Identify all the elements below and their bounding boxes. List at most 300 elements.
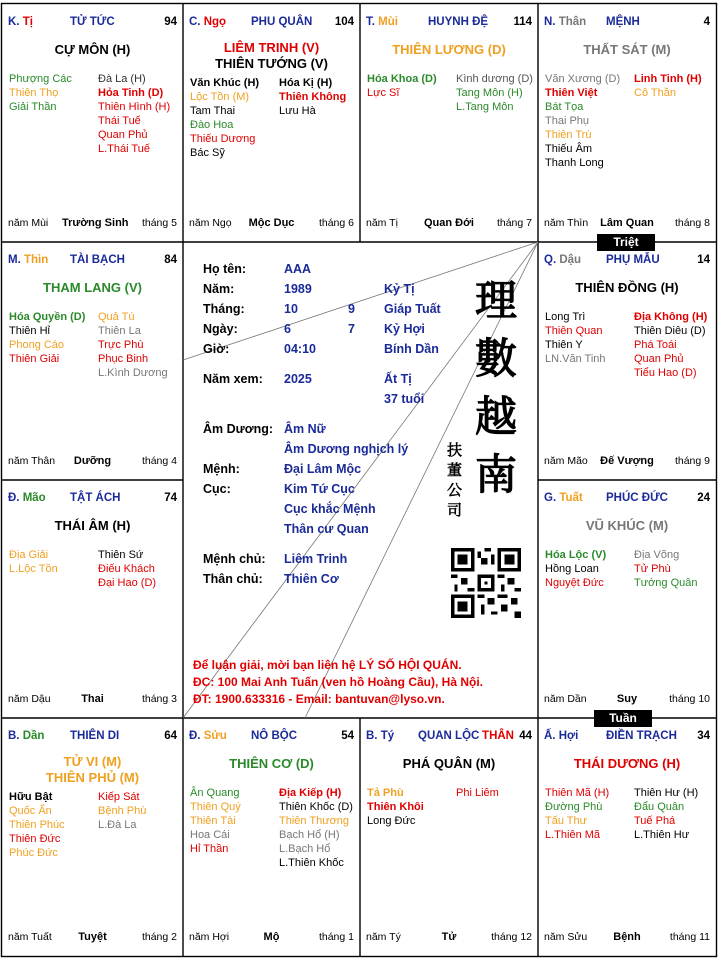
- footer-year: năm Sửu: [544, 931, 588, 943]
- palace-mao[interactable]: [2, 480, 183, 718]
- view-year-can-chi: Ất Tị: [384, 372, 412, 386]
- palace-dau[interactable]: [538, 242, 716, 480]
- minor-star: L.Đà La: [98, 819, 137, 831]
- minor-star: Quả Tú: [98, 311, 135, 323]
- minor-star: Hữu Bật: [9, 791, 53, 803]
- minor-star: Thai Phụ: [545, 115, 590, 127]
- palace-house: THIÊN DI: [70, 730, 120, 742]
- minor-star: Quan Phủ: [98, 129, 148, 141]
- main-stars: [538, 518, 716, 534]
- footer-year: năm Thìn: [544, 217, 589, 229]
- main-stars: [538, 280, 716, 296]
- menh-value: Đại Lâm Mộc: [284, 462, 362, 476]
- palace-house: HUYNH ĐỆ: [428, 16, 489, 28]
- minor-star: Hồng Loan: [545, 563, 599, 575]
- palace-footer: [366, 217, 532, 230]
- palace-position: [544, 254, 581, 266]
- palace-number: 74: [164, 492, 177, 504]
- position-prefix: N.: [544, 16, 556, 28]
- palace-footer: [8, 931, 177, 944]
- main-star: PHÁ QUÂN (M): [402, 756, 496, 771]
- palace-footer: [544, 693, 710, 706]
- palace-house: PHU QUÂN: [251, 16, 313, 28]
- minor-star: Long Trì: [545, 311, 586, 323]
- minor-star: Bác Sỹ: [190, 147, 225, 159]
- month-label: Tháng:: [203, 302, 245, 316]
- minor-star: Tuế Phá: [634, 815, 676, 827]
- main-star: VŨ KHÚC (M): [585, 518, 669, 533]
- month-lunar: 9: [348, 302, 355, 316]
- footer-year: năm Mùi: [8, 217, 49, 229]
- minor-stars-left: [190, 786, 274, 856]
- palace-position: [544, 16, 586, 28]
- footer-month: tháng 10: [669, 693, 710, 705]
- position-prefix: B.: [366, 730, 378, 742]
- position-name: Mùi: [378, 16, 398, 28]
- minor-star: Tướng Quân: [634, 577, 698, 589]
- amduong-value: Âm Nữ: [284, 422, 326, 436]
- footer-month: tháng 11: [669, 931, 710, 943]
- footer-stage: Tử: [441, 931, 457, 943]
- main-stars: [2, 42, 183, 58]
- minor-star: Phượng Các: [9, 73, 72, 85]
- palace-number: 114: [513, 16, 532, 28]
- minor-stars-left: [545, 548, 629, 590]
- palace-header: [366, 16, 532, 30]
- minor-stars-left: [367, 786, 451, 828]
- position-prefix: Ấ.: [544, 730, 556, 742]
- palace-ty[interactable]: [360, 718, 538, 956]
- menhchu-label: Mệnh chủ:: [203, 552, 266, 566]
- palace-position: [8, 16, 33, 28]
- main-star: THIÊN CƠ (D): [229, 756, 314, 771]
- main-stars: [183, 40, 360, 72]
- minor-star: Địa Võng: [634, 549, 680, 561]
- minor-star: Hóa Khoa (D): [367, 73, 437, 85]
- position-name: Dần: [22, 730, 45, 742]
- minor-stars-left: [9, 548, 93, 576]
- palace-header: [8, 730, 177, 744]
- vertical-char-1: 扶: [447, 441, 463, 459]
- minor-star: L.Bạch Hổ: [279, 843, 331, 855]
- minor-star: Lưu Hà: [279, 105, 316, 117]
- position-prefix: C.: [189, 16, 201, 28]
- minor-star: Thiên Giải: [9, 353, 60, 365]
- minor-star: Văn Xương (D): [545, 73, 621, 85]
- minor-star: Thanh Long: [545, 157, 604, 169]
- minor-star: Phá Toái: [634, 339, 677, 351]
- qr-code-icon[interactable]: [451, 548, 521, 618]
- position-prefix: K.: [8, 16, 20, 28]
- minor-star: Quan Phủ: [634, 353, 684, 365]
- main-stars: [2, 754, 183, 786]
- footer-year: năm Tuất: [8, 931, 52, 943]
- minor-star: Thái Tuế: [98, 115, 141, 127]
- menhchu-value: Liêm Trinh: [284, 552, 348, 566]
- day-label: Ngày:: [203, 322, 238, 336]
- position-name: Hợi: [558, 730, 579, 742]
- palace-dan[interactable]: [2, 718, 183, 956]
- minor-star: L.Thiên Hư: [634, 829, 690, 841]
- footer-month: tháng 1: [318, 931, 354, 943]
- palace-tuat[interactable]: [538, 480, 716, 718]
- minor-stars-right: [634, 548, 718, 590]
- position-name: Mão: [22, 492, 46, 504]
- footer-month: tháng 8: [674, 217, 710, 229]
- hour-can-chi: Bính Dần: [384, 342, 439, 356]
- minor-star: Thiên Hư (H): [634, 787, 699, 799]
- footer-month: tháng 12: [491, 931, 532, 943]
- minor-star: L.Tang Môn: [456, 101, 514, 113]
- minor-star: L.Lộc Tồn: [9, 563, 58, 575]
- main-star: THIÊN TƯỚNG (V): [215, 56, 328, 71]
- footer-year: năm Ngọ: [189, 217, 232, 229]
- palace-house: TỬ TỨC: [70, 16, 115, 28]
- minor-star: Thiếu Dương: [190, 133, 256, 145]
- position-prefix: G.: [544, 492, 557, 504]
- hour-label: Giờ:: [203, 342, 230, 356]
- palace-position: [544, 492, 583, 504]
- minor-star: Tử Phù: [634, 563, 671, 575]
- position-prefix: T.: [366, 16, 375, 28]
- main-star: THAM LANG (V): [43, 280, 142, 295]
- minor-stars-left: [545, 72, 629, 170]
- footer-month: tháng 9: [674, 455, 710, 467]
- main-star: THIÊN PHỦ (M): [45, 770, 140, 785]
- palace-house: TẬT ÁCH: [70, 492, 121, 504]
- minor-star: L.Kình Dương: [98, 367, 168, 379]
- main-star: THIÊN ĐỒNG (H): [575, 280, 679, 295]
- palace-header: [8, 254, 177, 268]
- minor-star: Hóa Kị (H): [279, 77, 333, 89]
- minor-star: Điếu Khách: [98, 563, 155, 575]
- position-name: Thân: [558, 16, 587, 28]
- main-stars: [360, 42, 538, 58]
- palace-position: [189, 730, 227, 742]
- minor-star: Thiếu Âm: [545, 143, 593, 155]
- minor-star: Long Đức: [367, 815, 416, 827]
- palace-house-extra: THÂN: [482, 730, 514, 742]
- palace-position: [8, 254, 48, 266]
- main-star: TỬ VI (M): [63, 754, 122, 769]
- minor-stars-right: [279, 786, 363, 870]
- position-name: Dậu: [559, 254, 582, 266]
- minor-star: Lực Sĩ: [367, 87, 400, 99]
- vertical-char-4: 司: [447, 501, 463, 519]
- age: 37 tuổi: [384, 392, 425, 406]
- minor-star: Thiên Thọ: [9, 87, 59, 99]
- position-name: Tị: [22, 16, 33, 28]
- palace-footer: [189, 931, 354, 944]
- minor-star: Thiên Phúc: [9, 819, 65, 831]
- palace-house: QUAN LỘC: [418, 730, 480, 742]
- month-value: 10: [284, 302, 298, 316]
- minor-stars-right: [634, 72, 718, 100]
- palace-hoi[interactable]: [538, 718, 716, 956]
- minor-star: Thiên Việt: [545, 87, 598, 99]
- thanchu-label: Thân chủ:: [203, 572, 263, 586]
- minor-star: Địa Kiếp (H): [279, 787, 342, 799]
- minor-star: Địa Không (H): [634, 311, 708, 323]
- palace-footer: [8, 455, 177, 468]
- footer-month: tháng 2: [141, 931, 177, 943]
- footer-month: tháng 7: [496, 217, 532, 229]
- minor-star: L.Thái Tuế: [98, 143, 150, 155]
- minor-star: Kình dương (D): [456, 73, 533, 85]
- palace-position: [8, 730, 44, 742]
- minor-star: Hóa Lộc (V): [545, 549, 607, 561]
- palace-footer: [189, 217, 354, 230]
- center-info-panel: [181, 242, 538, 718]
- minor-star: Tang Môn (H): [456, 87, 523, 99]
- cuc-value: Kim Tứ Cục: [284, 482, 355, 496]
- minor-star: Đào Hoa: [190, 119, 234, 131]
- main-stars: [183, 756, 360, 772]
- palace-ti[interactable]: [2, 4, 183, 242]
- footer-month: tháng 6: [318, 217, 354, 229]
- palace-header: [544, 730, 710, 744]
- day-can-chi: Kỷ Hợi: [384, 322, 425, 336]
- position-prefix: Đ.: [189, 730, 201, 742]
- minor-star: Đà La (H): [98, 73, 146, 85]
- logo-char-4: 南: [474, 450, 517, 499]
- footer-stage: Suy: [616, 693, 638, 705]
- minor-star: Thiên Đức: [9, 833, 61, 845]
- minor-star: Bệnh Phù: [98, 805, 147, 817]
- footer-stage: Đế Vượng: [600, 455, 654, 467]
- minor-star: Bát Tọa: [545, 101, 584, 113]
- minor-star: Đường Phù: [545, 801, 603, 813]
- palace-header: [544, 254, 710, 268]
- palace-position: [189, 16, 226, 28]
- minor-star: Phúc Đức: [9, 847, 58, 859]
- palace-than[interactable]: [538, 4, 716, 242]
- minor-star: Giải Thần: [9, 101, 57, 113]
- minor-star: Bạch Hổ (H): [279, 829, 340, 841]
- vertical-char-3: 公: [447, 481, 463, 499]
- footer-stage: Thai: [81, 693, 104, 705]
- minor-star: LN.Văn Tinh: [545, 353, 606, 365]
- minor-star: Phục Binh: [98, 353, 149, 365]
- main-stars: [538, 756, 716, 772]
- footer-stage: Bệnh: [613, 931, 641, 943]
- palace-number: 4: [703, 16, 710, 28]
- name-value: AAA: [284, 262, 312, 276]
- main-star: THÁI ÂM (H): [54, 518, 131, 533]
- minor-star: Tam Thai: [190, 105, 236, 117]
- minor-star: Thiên Hình (H): [98, 101, 171, 113]
- palace-number: 34: [697, 730, 710, 742]
- main-star: THIÊN LƯƠNG (D): [392, 42, 506, 57]
- palace-suu[interactable]: [183, 718, 360, 956]
- minor-star: Kiếp Sát: [98, 791, 140, 803]
- amduong-note: Âm Dương nghịch lý: [284, 442, 409, 456]
- palace-footer: [8, 693, 177, 706]
- palace-position: [8, 492, 46, 504]
- palace-footer: [8, 217, 177, 230]
- footer-year: năm Dậu: [8, 693, 51, 705]
- year-can-chi: Kỷ Tị: [384, 282, 415, 296]
- logo-char-2: 數: [474, 334, 517, 383]
- position-prefix: Q.: [544, 254, 557, 266]
- cuc-note-1: Cục khắc Mệnh: [284, 502, 376, 516]
- minor-star: Hỉ Thần: [190, 843, 229, 855]
- minor-stars-left: [9, 72, 93, 114]
- palace-house: TÀI BẠCH: [70, 254, 125, 266]
- contact-phone-email[interactable]: ĐT: 1900.633316 - Email: bantuvan@lyso.vn.: [193, 692, 445, 706]
- footer-stage: Quan Đới: [424, 217, 474, 229]
- minor-star: Cô Thần: [634, 87, 676, 99]
- footer-stage: Dưỡng: [73, 455, 112, 467]
- minor-star: Thiên Thương: [279, 815, 350, 827]
- minor-star: Văn Khúc (H): [190, 77, 260, 89]
- palace-footer: [544, 455, 710, 468]
- palace-header: [189, 730, 354, 744]
- minor-star: Thiên Không: [279, 91, 347, 103]
- palace-footer: [544, 217, 710, 230]
- position-prefix: Đ.: [8, 492, 20, 504]
- palace-number: 64: [164, 730, 177, 742]
- palace-header: [189, 16, 354, 30]
- main-star: CỰ MÔN (H): [54, 42, 131, 57]
- footer-year: năm Tị: [366, 217, 398, 229]
- footer-year: năm Dần: [544, 693, 587, 705]
- minor-stars-right: [98, 790, 182, 832]
- palace-footer: [544, 931, 710, 944]
- minor-star: Thiên Diêu (D): [634, 325, 706, 337]
- minor-star: Địa Giải: [9, 549, 49, 561]
- minor-stars-right: [98, 310, 182, 380]
- minor-stars-right: [456, 786, 540, 800]
- palace-position: [544, 730, 578, 742]
- palace-mui[interactable]: [360, 4, 538, 242]
- minor-star: Thiên Quan: [545, 325, 603, 337]
- footer-stage: Tuyệt: [78, 931, 107, 943]
- palace-number: 24: [697, 492, 710, 504]
- palace-number: 84: [164, 254, 177, 266]
- minor-star: Nguyệt Đức: [545, 577, 604, 589]
- minor-star: Đẩu Quân: [634, 801, 685, 813]
- footer-month: tháng 4: [141, 455, 177, 467]
- position-name: Thìn: [23, 254, 49, 266]
- day-lunar: 7: [348, 322, 355, 336]
- minor-star: Thiên Trù: [545, 129, 592, 141]
- footer-year: năm Tý: [366, 931, 401, 943]
- minor-star: Thiên Mã (H): [545, 787, 610, 799]
- minor-star: Lộc Tồn (M): [190, 91, 250, 103]
- minor-star: Thiên Sứ: [98, 549, 144, 561]
- minor-stars-left: [9, 790, 93, 860]
- hour-value: 04:10: [284, 342, 316, 356]
- main-stars: [2, 280, 183, 296]
- position-name: Tý: [380, 730, 395, 742]
- minor-stars-left: [545, 786, 629, 842]
- menh-label: Mệnh:: [203, 462, 240, 476]
- main-stars: [538, 42, 716, 58]
- footer-year: năm Thân: [8, 455, 56, 467]
- footer-stage: Trường Sinh: [62, 217, 129, 229]
- tuan-badge: Tuần: [594, 710, 652, 727]
- thanchu-value: Thiên Cơ: [284, 572, 339, 586]
- minor-star: Thiên La: [98, 325, 141, 337]
- main-stars: [2, 518, 183, 534]
- palace-header: [8, 16, 177, 30]
- minor-star: Tấu Thư: [545, 815, 588, 827]
- position-name: Tuất: [559, 492, 583, 504]
- minor-star: Ân Quang: [190, 787, 240, 799]
- month-can-chi: Giáp Tuất: [384, 302, 441, 316]
- minor-stars-right: [456, 72, 540, 114]
- view-year-value: 2025: [284, 372, 312, 386]
- palace-position: [366, 730, 394, 742]
- minor-star: Thiên Khôi: [367, 801, 424, 813]
- minor-star: Thiên Khốc (D): [279, 801, 353, 813]
- brand-logo-calligraphy: [466, 272, 526, 512]
- palace-header: [366, 730, 532, 744]
- year-label: Năm:: [203, 282, 235, 296]
- palace-house: MỆNH: [606, 16, 640, 28]
- minor-star: L.Thiên Khốc: [279, 857, 344, 869]
- palace-footer: [366, 931, 532, 944]
- palace-number: 14: [697, 254, 710, 266]
- minor-star: Đại Hao (D): [98, 577, 157, 589]
- palace-house: ĐIỀN TRẠCH: [606, 730, 677, 742]
- minor-star: Tiểu Hao (D): [634, 367, 697, 379]
- name-label: Họ tên:: [203, 262, 247, 276]
- minor-star: Thiên Hỉ: [9, 325, 50, 337]
- year-value: 1989: [284, 282, 312, 296]
- main-star: THÁI DƯƠNG (H): [573, 756, 681, 771]
- footer-stage: Mộ: [263, 931, 280, 943]
- footer-month: tháng 5: [141, 217, 177, 229]
- minor-stars-right: [98, 72, 182, 156]
- minor-star: L.Thiên Mã: [545, 829, 601, 841]
- triet-badge: Triệt: [597, 234, 655, 251]
- position-prefix: M.: [8, 254, 21, 266]
- footer-stage: Lâm Quan: [600, 217, 654, 229]
- cuc-note-2: Thân cư Quan: [284, 522, 369, 536]
- palace-ngo[interactable]: [183, 4, 360, 242]
- palace-house: PHỤ MẪU: [606, 254, 660, 266]
- minor-star: Tả Phù: [367, 787, 404, 799]
- palace-house: NÔ BỘC: [251, 730, 297, 742]
- position-name: Ngọ: [203, 16, 227, 28]
- vertical-calligraphy: [447, 440, 469, 520]
- logo-char-1: 理: [474, 276, 517, 325]
- minor-stars-left: [190, 76, 274, 160]
- vertical-char-2: 董: [447, 461, 463, 479]
- palace-number: 44: [519, 730, 532, 742]
- day-value: 6: [284, 322, 291, 336]
- minor-star: Hóa Quyền (D): [9, 311, 86, 323]
- palace-number: 54: [341, 730, 354, 742]
- cuc-label: Cục:: [203, 482, 231, 496]
- palace-house: PHÚC ĐỨC: [606, 492, 668, 504]
- minor-stars-left: [9, 310, 93, 366]
- palace-header: [8, 492, 177, 506]
- minor-stars-right: [634, 310, 718, 380]
- minor-star: Trực Phù: [98, 339, 144, 351]
- footer-year: năm Hợi: [189, 931, 230, 943]
- footer-stage: Mộc Dục: [248, 217, 295, 229]
- main-star: THẤT SÁT (M): [583, 42, 671, 57]
- palace-position: [366, 16, 398, 28]
- palace-thin[interactable]: [2, 242, 183, 480]
- minor-star: Phi Liêm: [456, 787, 499, 799]
- main-stars: [360, 756, 538, 772]
- minor-star: Thiên Quý: [190, 801, 241, 813]
- palace-header: [544, 16, 710, 30]
